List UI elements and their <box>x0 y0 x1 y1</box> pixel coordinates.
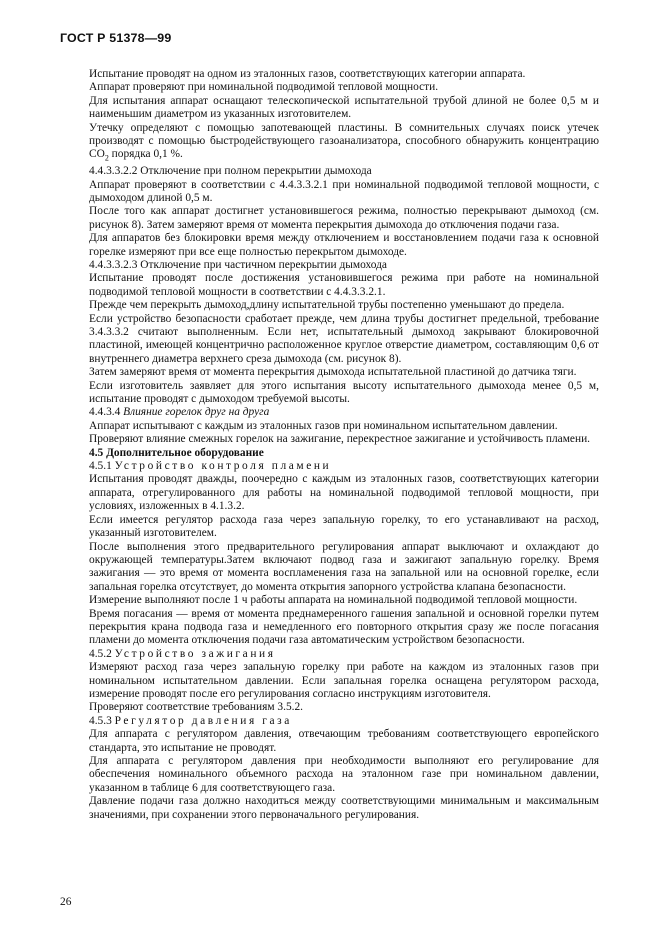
page-number: 26 <box>60 896 72 908</box>
paragraph: Затем замеряют время от момента перекрытия дымохода испытательной пластиной до датчика тяги. <box>89 366 577 379</box>
paragraph: Время погасания — время от момента преднамеренного гашения запальной и основной горелки путем перекрытия крана подвода газа и немедленного его повторного открытия сразу же после погасания пламени до момента отключения подачи газа автоматическим устройством безопасности. <box>89 607 599 647</box>
body-text <box>89 68 599 822</box>
paragraph: Аппарат проверяют в соответствии с 4.4.3.3.2.1 при номинальной подводимой тепловой мощности, с дымоходом длиной 0,5 м. <box>89 178 599 204</box>
paragraph: Испытание проводят на одном из эталонных газов, соответствующих категории аппарата. <box>89 68 526 80</box>
paragraph: Прежде чем перекрыть дымоход,длину испытательной трубы постепенно уменьшают до предела. <box>89 299 565 312</box>
paragraph: Аппарат испытывают с каждым из эталонных газов при номинальном испытательном давлении. <box>89 419 558 432</box>
subsection-heading: 4.5.3 Регулятор давления газа <box>89 714 292 727</box>
paragraph: Измеряют расход газа через запальную горелку при работе на каждом из эталонных газов при номинальном испытательном давлении. Если запальная горелка оснащена регулятором расхода, измерение проводят после его регулирования согласно инструкциям изготовителя. <box>89 661 599 700</box>
section-heading: 4.5 Дополнительное оборудование <box>89 446 264 459</box>
subsection-heading: 4.5.2 Устройство зажигания <box>89 647 276 660</box>
paragraph: Проверяют соответствие требованиям 3.5.2. <box>89 701 304 714</box>
paragraph: Для аппаратов без блокировки время между отключением и восстановлением подачи газа к основной горелке измеряют при все еще полностью перекрытом дымоходе. <box>89 232 599 258</box>
subsection-heading: 4.4.3.3.2.2 Отключение при полном перекрытии дымохода <box>89 165 372 178</box>
subscript: 2 <box>104 153 109 163</box>
paragraph: После выполнения этого предварительного регулирования аппарат выключают и охлаждают до окружающей температуры.Затем включают подвод газа и зажигают запальную горелку. Время зажигания — это время от момента воспламенения газа на запальной или на основной горелке, если запальная горелка отсутствует, до момента открытия запорного устройства клапана безопасности. <box>89 540 599 593</box>
paragraph: Аппарат проверяют при номинальной подводимой тепловой мощности. <box>89 81 439 94</box>
subsection-heading: 4.4.3.4 Влияние горелок друг на друга <box>89 406 270 419</box>
paragraph: Если устройство безопасности сработает прежде, чем длина трубы достигнет предельной, требование 3.4.3.3.2 считают выполненным. Если нет, испытательный дымоход закрывают блокировочной пластиной, имеющей концентрично расположенное круглое отверстие диаметром, составляющим 0,6 от внутреннего диаметра верхнего среза дымохода (см. рисунок 8). <box>89 312 599 365</box>
subsection-heading: 4.5.1 Устройство контроля пламени <box>89 460 332 473</box>
paragraph: Для аппарата с регулятором давления при необходимости выполняют его регулирование для обеспечения номинального объемного расхода на эталонном газе при номинальном давлении, указанном в таблице 6 для соответствующего газа. <box>89 755 599 794</box>
paragraph: Для аппарата с регулятором давления, отвечающим требованиям соответствующего европейского стандарта, это испытание не проводят. <box>89 728 599 754</box>
page-header-title: ГОСТ Р 51378—99 <box>60 31 172 45</box>
paragraph: После того как аппарат достигнет установившегося режима, полностью перекрывают дымоход (см. рисунок 8). Затем замеряют время от момента перекрытия дымохода до отключения подачи газа. <box>89 205 599 231</box>
paragraph: Измерение выполняют после 1 ч работы аппарата на номинальной подводимой тепловой мощности. <box>89 594 578 607</box>
paragraph: Для испытания аппарат оснащают телескопической испытательной трубой длиной не более 0,5 м и наименьшим диаметром из указанных изготовителем. <box>89 94 599 121</box>
paragraph: Если изготовитель заявляет для этого испытания высоту испытательного дымохода менее 0,5 м, испытание проводят с дымоходом требуемой высоты. <box>89 379 599 406</box>
paragraph: Испытания проводят дважды, поочередно с каждым из эталонных газов, соответствующих категории аппарата, отрегулированного для работы на номинальной подводимой тепловой мощности, при условиях, изложенных в 4.1.3.2. <box>89 473 599 513</box>
paragraph: Давление подачи газа должно находиться между соответствующими минимальным и максимальным значениями, при сохранении этого первоначального регулирования. <box>89 795 599 821</box>
paragraph: Проверяют влияние смежных горелок на зажигание, перекрестное зажигание и устойчивость пламени. <box>89 433 591 446</box>
paragraph: Утечку определяют с помощью запотевающей пластины. В сомнительных случаях поиск утечек производят с помощью быстродействующего газоанализатора, способного обнаружить концентрацию $CO_2$ порядка 0,1 %. <box>89 121 599 163</box>
subsection-heading: 4.4.3.3.2.3 Отключение при частичном перекрытии дымохода <box>89 258 387 271</box>
paragraph: Испытание проводят после достижения установившегося режима при работе на номинальной подводимой тепловой мощности в соответствии с 4.4.3.3.2.1. <box>89 272 599 298</box>
paragraph: Если имеется регулятор расхода газа через запальную горелку, то его устанавливают на расход, указанный изготовителем. <box>89 513 599 540</box>
